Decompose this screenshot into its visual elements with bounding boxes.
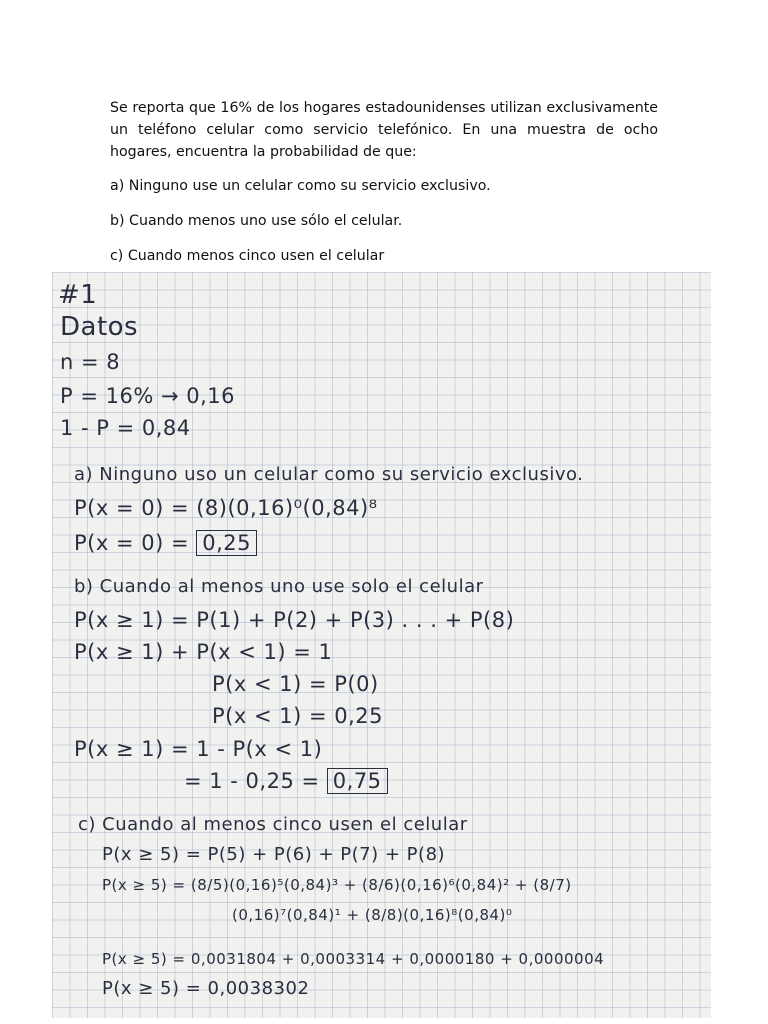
part-c-line5: P(x ≥ 5) = 0,0038302 xyxy=(102,978,310,999)
question-b: b) Cuando menos uno use sólo el celular. xyxy=(110,213,403,229)
part-c-line1: P(x ≥ 5) = P(5) + P(6) + P(7) + P(8) xyxy=(102,844,446,865)
part-b-line1: P(x ≥ 1) = P(1) + P(2) + P(3) . . . + P(8) xyxy=(74,608,515,632)
question-a: a) Ninguno use un celular como su servicio exclusivo. xyxy=(110,178,491,194)
part-b-line6-prefix: = 1 - 0,25 = xyxy=(184,769,320,793)
part-a-line1: P(x = 0) = (8)(0,16)⁰(0,84)⁸ xyxy=(74,496,378,520)
part-a-line2 xyxy=(74,530,257,556)
question-c: c) Cuando menos cinco usen el celular xyxy=(110,248,385,264)
problem-statement-block xyxy=(110,97,658,280)
part-a-title: a) Ninguno uso un celular como su servicio exclusivo. xyxy=(74,464,584,485)
part-b-line5: P(x ≥ 1) = 1 - P(x < 1) xyxy=(74,737,323,761)
data-n: n = 8 xyxy=(60,350,121,374)
part-c-title: c) Cuando al menos cinco usen el celular xyxy=(78,814,468,835)
data-p: P = 16% → 0,16 xyxy=(60,384,235,408)
part-b-line2: P(x ≥ 1) + P(x < 1) = 1 xyxy=(74,640,333,664)
part-a-result-box: 0,25 xyxy=(196,530,257,556)
problem-statement: Se reporta que 16% de los hogares estadounidenses utilizan exclusivamente un teléfono celular como servicio telefónico. En una muestra de ocho hogares, encuentra la probabilidad de que: xyxy=(110,100,658,160)
part-b-line3: P(x < 1) = P(0) xyxy=(212,672,379,696)
exercise-number: #1 xyxy=(58,280,98,310)
part-c-line4: P(x ≥ 5) = 0,0031804 + 0,0003314 + 0,0000180 + 0,0000004 xyxy=(102,950,605,968)
part-a-line2-prefix: P(x = 0) = xyxy=(74,531,190,555)
data-q: 1 - P = 0,84 xyxy=(60,416,191,440)
part-b-title: b) Cuando al menos uno use solo el celular xyxy=(74,576,484,597)
part-b-line4: P(x < 1) = 0,25 xyxy=(212,704,383,728)
datos-heading: Datos xyxy=(60,312,139,342)
part-c-line2: P(x ≥ 5) = (8/5)(0,16)⁵(0,84)³ + (8/6)(0,16)⁶(0,84)² + (8/7) xyxy=(102,876,572,894)
part-b-result-box: 0,75 xyxy=(327,768,388,794)
handwritten-solution-photo xyxy=(52,272,711,1018)
part-c-line3: (0,16)⁷(0,84)¹ + (8/8)(0,16)⁸(0,84)⁰ xyxy=(232,906,513,924)
part-b-line6 xyxy=(184,768,388,794)
